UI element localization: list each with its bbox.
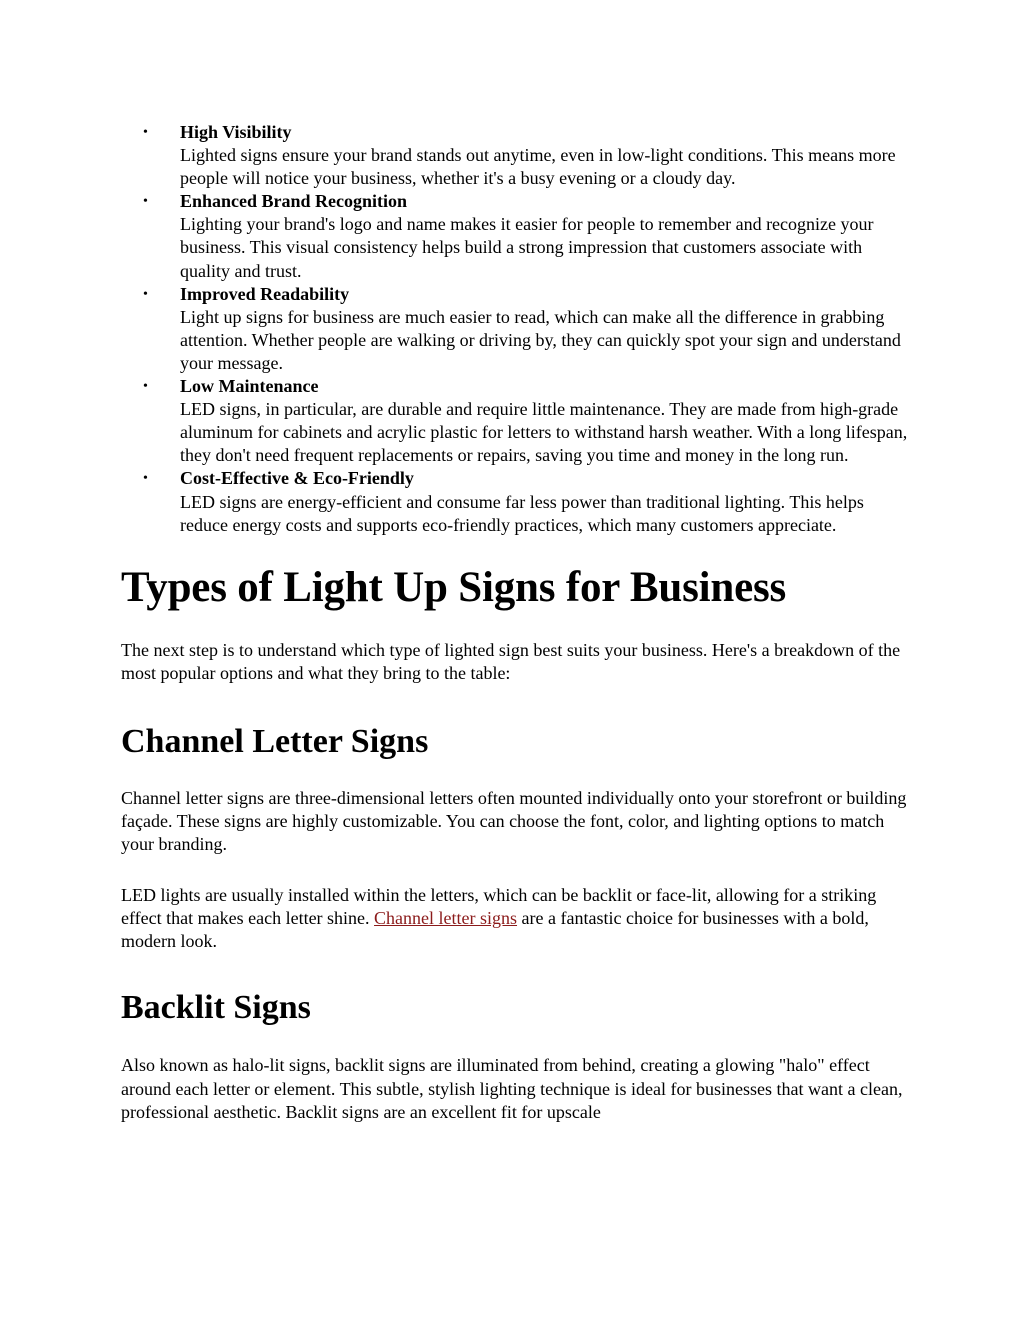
list-item xyxy=(121,467,911,536)
channel-paragraph-1: Channel letter signs are three-dimensional letters often mounted individually onto your storefront or building façade. These signs are highly customizable. You can choose the font, color, and lighting options to match your branding. xyxy=(121,787,907,855)
benefit-text: Lighted signs ensure your brand stands out anytime, even in low-light conditions. This means more people will notice your business, whether it's a busy evening or a cloudy day. xyxy=(180,145,896,189)
benefit-text: LED signs are energy-efficient and consume far less power than traditional lighting. This helps reduce energy costs and supports eco-friendly practices, which many customers appreciate. xyxy=(180,491,864,535)
list-item xyxy=(121,375,911,467)
bullet-icon: • xyxy=(143,194,148,210)
channel-letter-signs-link[interactable]: Channel letter signs xyxy=(374,908,518,929)
backlit-heading: Backlit Signs xyxy=(121,989,311,1027)
list-item xyxy=(121,190,911,282)
benefit-text: LED signs, in particular, are durable and require little maintenance. They are made from high-grade aluminum for cabinets and acrylic plastic for letters to withstand harsh weather. With a long lifespan, they don't need frequent replacements or repairs, saving you time and money in the long run. xyxy=(180,399,908,466)
types-heading: Types of Light Up Signs for Business xyxy=(121,563,787,611)
channel-paragraph-2 xyxy=(121,884,911,953)
list-item xyxy=(121,121,911,190)
benefit-title: High Visibility xyxy=(180,122,292,142)
channel-paragraph-2-start: LED lights are usually installed within the letters, which can be backlit or face-lit, allowing for a striking effect that makes each letter shine. xyxy=(121,885,877,929)
benefit-title: Cost-Effective & Eco-Friendly xyxy=(180,468,414,489)
document-page xyxy=(121,121,911,1124)
list-item xyxy=(121,283,911,375)
backlit-paragraph: Also known as halo-lit signs, backlit signs are illuminated from behind, creating a glowing "halo" effect around each letter or element. This subtle, stylish lighting technique is ideal for businesses that want a clean, professional aesthetic. Backlit signs are an excellent fit for upscale xyxy=(121,1055,903,1122)
benefits-list xyxy=(121,121,911,537)
benefit-title: Improved Readability xyxy=(180,283,350,304)
types-intro: The next step is to understand which type of lighted sign best suits your business. Here's a breakdown of the most popular options and what they bring to the table: xyxy=(121,639,901,683)
bullet-icon: • xyxy=(143,125,148,140)
bullet-icon: • xyxy=(143,286,148,302)
bullet-icon: • xyxy=(143,471,148,487)
channel-letter-heading: Channel Letter Signs xyxy=(121,722,429,760)
benefit-text: Light up signs for business are much easier to read, which can make all the difference in grabbing attention. Whether people are walking or driving by, they can quickly spot your sign and understand your message. xyxy=(180,306,901,373)
benefit-title: Low Maintenance xyxy=(180,376,319,397)
benefit-text: Lighting your brand's logo and name makes it easier for people to remember and recognize your business. This visual consistency helps build a strong impression that customers associate with quality and trust. xyxy=(180,214,874,281)
benefit-title: Enhanced Brand Recognition xyxy=(180,191,408,212)
channel-paragraph-2-end: are a fantastic choice for businesses with a bold, modern look. xyxy=(121,908,869,952)
bullet-icon: • xyxy=(143,379,148,395)
